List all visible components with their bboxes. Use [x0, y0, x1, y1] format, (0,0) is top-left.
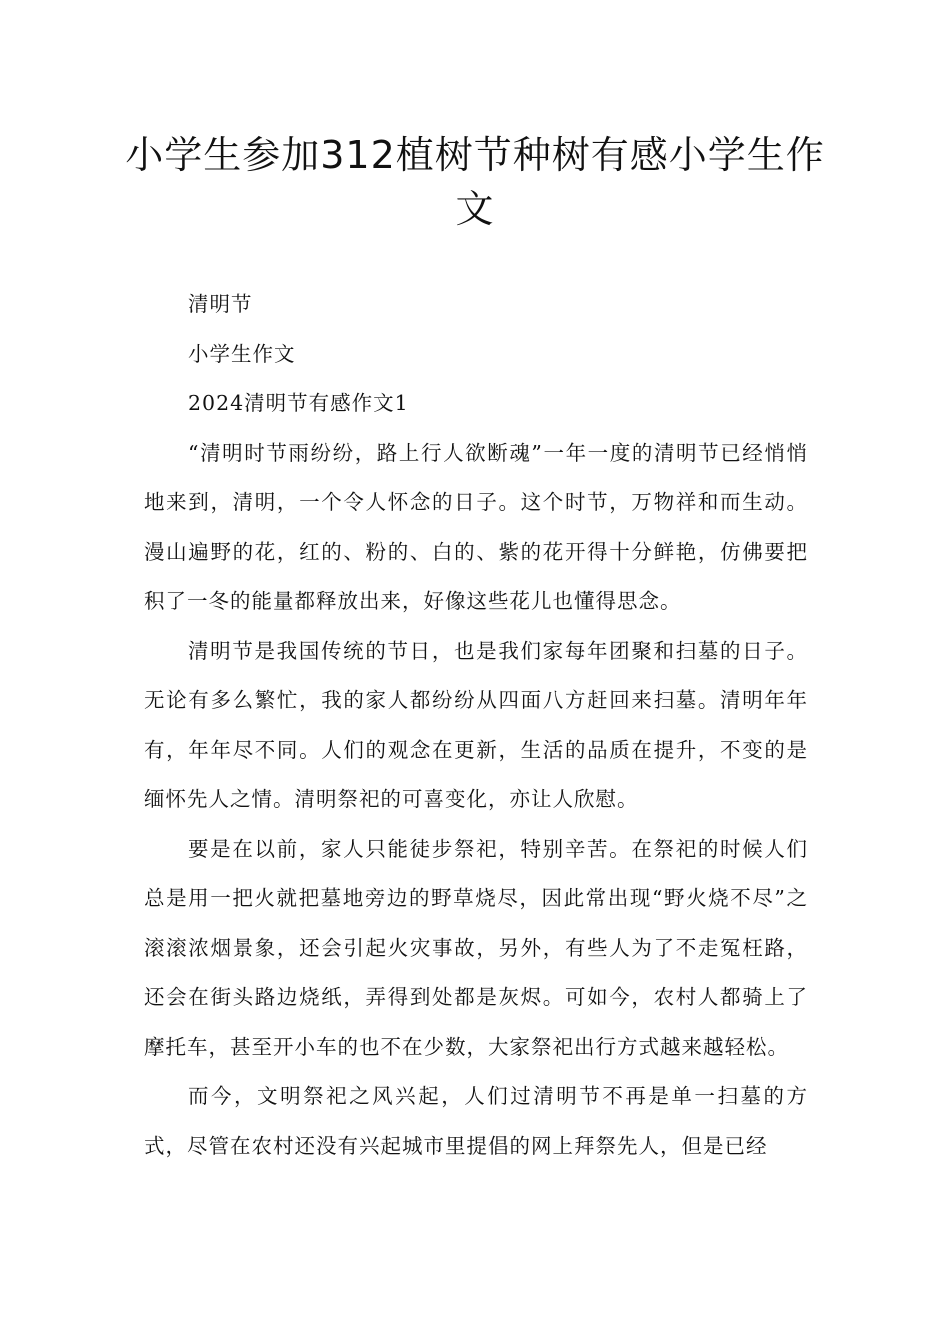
- paragraph-heading-qingming: 清明节: [188, 292, 253, 316]
- paragraph-body-2: 清明节是我国传统的节日，也是我们家每年团聚和扫墓的日子。无论有多么繁忙，我的家人都纷纷从四面八方赶回来扫墓。清明年年有，年年尽不同。人们的观念在更新，生活的品质在提升，不变的是缅怀先人之情。清明祭祀的可喜变化，亦让人欣慰。: [144, 638, 808, 811]
- paragraph-heading-essay-title: 2024清明节有感作文1: [188, 391, 409, 415]
- paragraph-heading-category: 小学生作文: [188, 341, 296, 366]
- paragraph-body-4: 而今，文明祭祀之风兴起，人们过清明节不再是单一扫墓的方式，尽管在农村还没有兴起城市里提倡的网上拜祭先人，但是已经: [144, 1084, 808, 1158]
- document-body: [144, 280, 808, 1171]
- paragraph-body-1: “清明时节雨纷纷，路上行人欲断魂”一年一度的清明节已经悄悄地来到，清明，一个令人怀念的日子。这个时节，万物祥和而生动。漫山遍野的花，红的、粉的、白的、紫的花开得十分鲜艳，仿佛要把积了一冬的能量都释放出来，好像这些花儿也懂得思念。: [144, 440, 808, 613]
- document-title: 小学生参加312植树节种树有感小学生作文: [125, 133, 825, 231]
- paragraph-body-3: 要是在以前，家人只能徒步祭祀，特别辛苦。在祭祀的时候人们总是用一把火就把墓地旁边的野草烧尽，因此常出现“野火烧不尽”之滚滚浓烟景象，还会引起火灾事故，另外，有些人为了不走冤枉路，还会在街头路边烧纸，弄得到处都是灰烬。可如今，农村人都骑上了摩托车，甚至开小车的也不在少数，大家祭祀出行方式越来越轻松。: [144, 836, 808, 1059]
